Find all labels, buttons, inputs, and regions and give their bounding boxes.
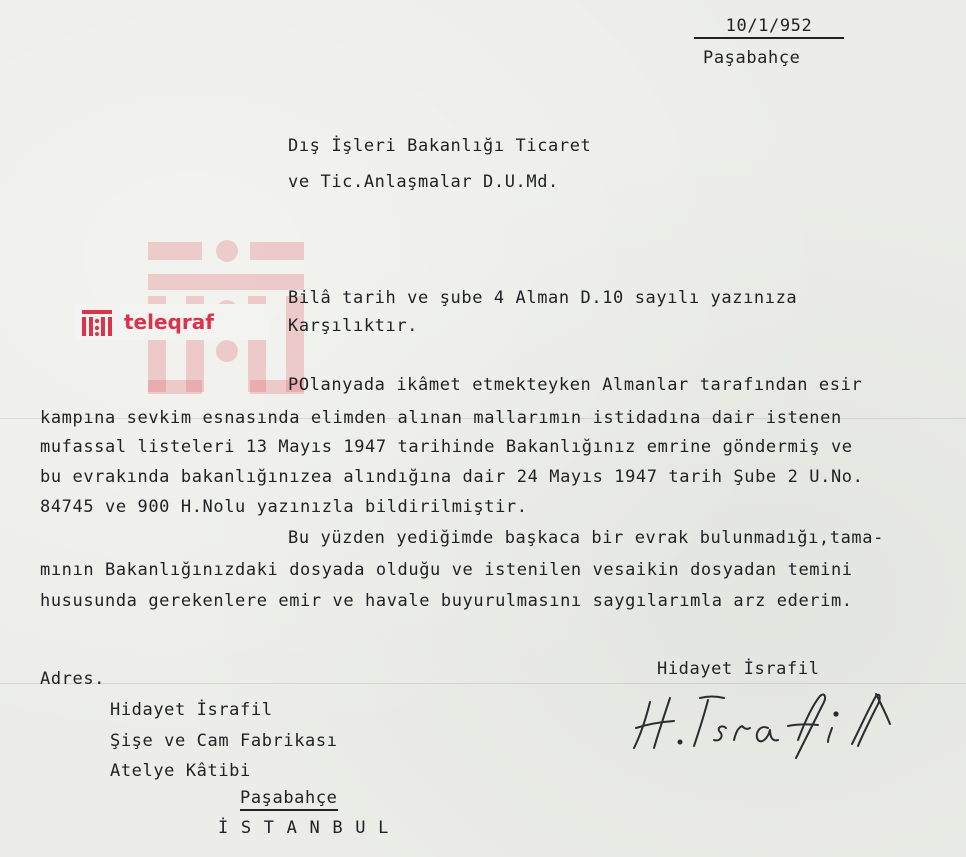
body-line: bu evrakında bakanlığınızea alındığına dair 24 Mayıs 1947 tarih Şube 2 U.No. [40,467,864,487]
body-line: Bu yüzden yediğimde başkaca bir evrak bulunmadığı,tama- [288,528,884,548]
recipient-line-1: Dış İşleri Bakanlığı Ticaret [288,136,592,156]
body-line: POlanyada ikâmet etmekteyken Almanlar tarafından esir [288,375,863,395]
recipient-line-2: ve Tic.Anlaşmalar D.U.Md. [288,172,559,192]
address-company: Şişe ve Cam Fabrikası [110,731,338,751]
signatory-name: Hidayet İsrafil [657,659,820,679]
address-title: Atelye Kâtibi [110,761,251,781]
handwritten-signature [628,684,908,764]
teleqraf-logo-text: teleqraf [124,310,214,334]
address-name: Hidayet İsrafil [110,700,273,720]
address-district: Paşabahçe [240,788,338,811]
teleqraf-logo-icon [82,310,112,336]
body-line: mufassal listeleri 13 Mayıs 1947 tarihinde Bakanlığınız emrine göndermiş ve [40,437,853,457]
letter-place: Paşabahçe [703,48,801,68]
body-line: mının Bakanlığınızdaki dosyada olduğu ve istenilen vesaikin dosyadan temini [40,560,853,580]
body-line: kampına sevkim esnasında elimden alınan mallarımın istidadına dair istenen [40,408,842,428]
body-line: 84745 ve 900 H.Nolu yazınızla bildirilmiştir. [40,497,528,517]
body-line: hususunda gerekenlere emir ve havale buyurulmasını saygılarımla arz ederim. [40,591,853,611]
reference-line-1: Bilâ tarih ve şube 4 Alman D.10 sayılı yazınıza [288,288,798,308]
reference-line-2: Karşılıktır. [288,316,419,336]
address-city: İ S T A N B U L [218,818,390,838]
letter-date: 10/1/952 [694,16,844,39]
address-label: Adres. [40,669,106,689]
